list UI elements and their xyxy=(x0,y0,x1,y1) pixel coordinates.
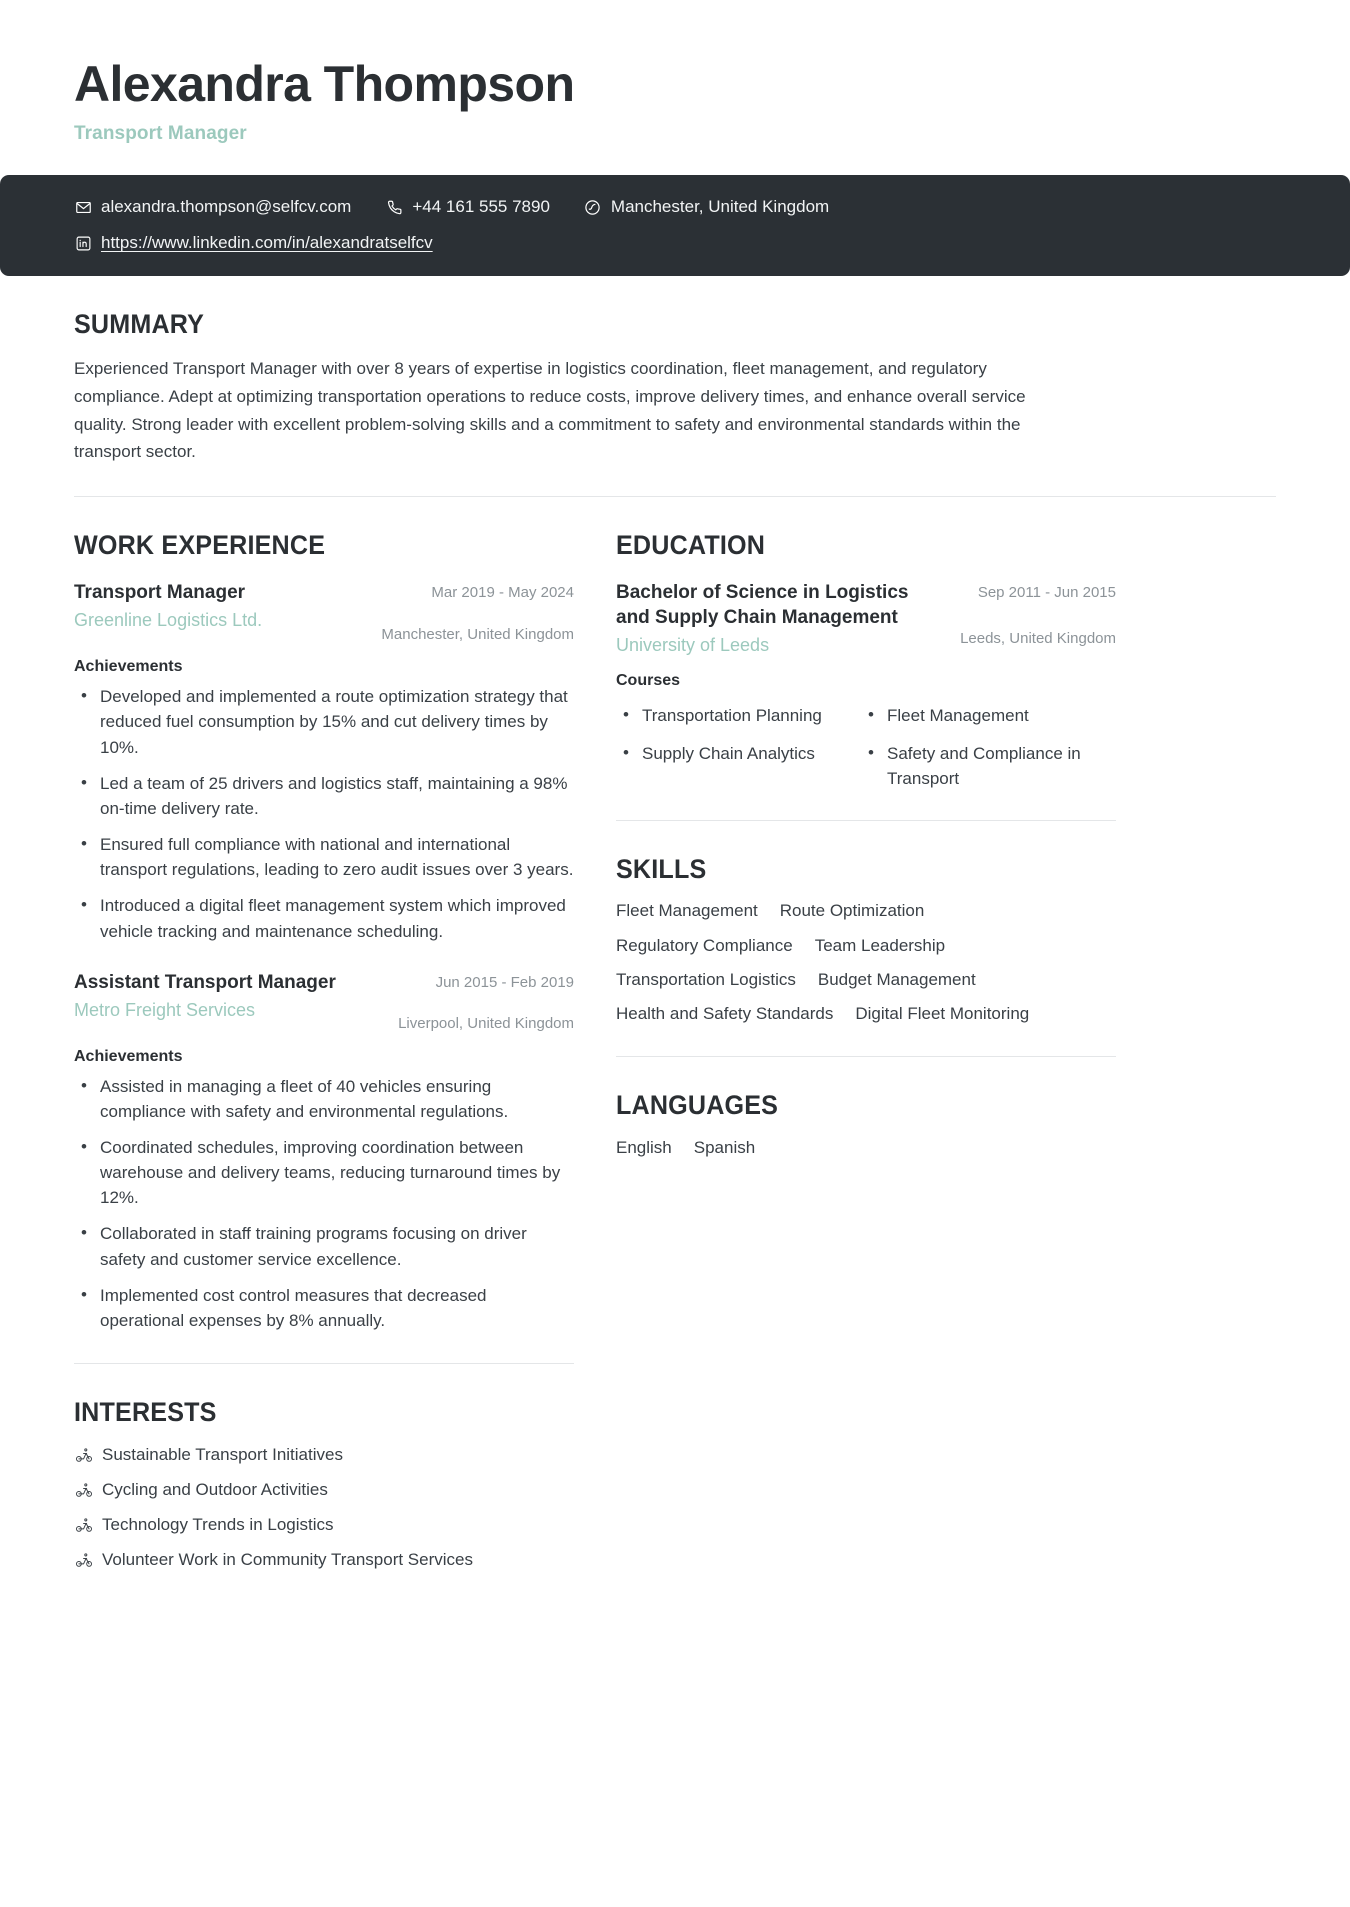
bicycle-icon xyxy=(74,1480,93,1499)
achievement-item: • Ensured full compliance with national and international transport regulations, leading to zero audit issues over 3 years. xyxy=(100,832,574,882)
achievement-item: • Collaborated in staff training programs focusing on driver safety and customer service excellence. xyxy=(100,1221,574,1271)
section-education xyxy=(616,497,1116,792)
skill-item: Team Leadership xyxy=(814,935,946,955)
contact-location xyxy=(584,197,829,217)
contact-email-text: alexandra.thompson@selfcv.com xyxy=(101,197,352,216)
work-organization: Greenline Logistics Ltd. xyxy=(74,610,263,631)
candidate-name: Alexandra Thompson xyxy=(74,56,575,112)
achievement-item: • Assisted in managing a fleet of 40 vehicles ensuring compliance with safety and environmental regulations. xyxy=(100,1074,574,1124)
contact-bar xyxy=(0,175,1350,276)
achievement-item: • Developed and implemented a route optimization strategy that reduced fuel consumption by 15% and cut delivery times by 10%. xyxy=(100,684,574,759)
contact-row-primary xyxy=(74,197,1276,217)
skill-item: Budget Management xyxy=(817,970,976,990)
skill-item: Regulatory Compliance xyxy=(616,935,793,955)
linkedin-icon xyxy=(74,235,92,253)
course-item: • Supply Chain Analytics xyxy=(642,734,871,791)
right-column xyxy=(616,497,1116,1161)
education-degree: Bachelor of Science in Logistics and Supply Chain Management xyxy=(616,582,909,629)
work-entry xyxy=(74,580,574,943)
course-item: • Transportation Planning xyxy=(642,696,871,729)
bicycle-icon xyxy=(74,1551,93,1570)
section-summary xyxy=(74,276,1276,466)
interest-item xyxy=(74,1444,574,1466)
resume-header xyxy=(0,0,1350,167)
section-languages xyxy=(616,1057,1116,1161)
education-location: Leeds, United Kingdom xyxy=(960,629,1116,647)
interest-label: Technology Trends in Logistics xyxy=(102,1514,334,1534)
interest-label: Sustainable Transport Initiatives xyxy=(102,1444,343,1464)
summary-heading: SUMMARY xyxy=(74,308,205,339)
skill-item: Health and Safety Standards xyxy=(616,1004,834,1024)
location-pin-icon xyxy=(584,198,602,216)
work-date: Mar 2019 - May 2024 xyxy=(431,584,574,602)
left-column xyxy=(74,497,574,1572)
section-skills xyxy=(616,821,1116,1028)
contact-location-text: Manchester, United Kingdom xyxy=(610,197,830,216)
work-date: Jun 2015 - Feb 2019 xyxy=(435,973,574,991)
achievement-item: • Coordinated schedules, improving coordination between warehouse and delivery teams, reducing turnaround times by 12%. xyxy=(100,1135,574,1210)
work-location: Manchester, United Kingdom xyxy=(381,625,574,643)
courses-list xyxy=(616,696,1116,792)
skills-list xyxy=(616,898,1116,1027)
achievements-list xyxy=(74,684,574,943)
skill-item: Fleet Management xyxy=(616,901,758,921)
work-organization: Metro Freight Services xyxy=(74,999,256,1020)
contact-linkedin-url[interactable]: https://www.linkedin.com/in/alexandratselfcv xyxy=(101,233,433,253)
work-role: Assistant Transport Manager xyxy=(74,971,336,993)
candidate-job-title: Transport Manager xyxy=(74,123,247,144)
language-item: English xyxy=(616,1137,672,1157)
work-role: Transport Manager xyxy=(74,582,246,604)
languages-heading: LANGUAGES xyxy=(616,1089,779,1120)
phone-icon xyxy=(385,198,403,216)
contact-phone[interactable] xyxy=(385,197,550,217)
interest-label: Volunteer Work in Community Transport Services xyxy=(102,1550,473,1570)
work-entry xyxy=(74,970,574,1333)
resume-body xyxy=(0,276,1350,1571)
achievements-label: Achievements xyxy=(74,658,183,676)
skill-item: Transportation Logistics xyxy=(616,970,796,990)
envelope-icon xyxy=(74,198,92,216)
work-location: Liverpool, United Kingdom xyxy=(398,1015,574,1033)
education-date: Sep 2011 - Jun 2015 xyxy=(977,584,1116,602)
course-item: • Safety and Compliance in Transport xyxy=(887,734,1116,791)
skill-item: Digital Fleet Monitoring xyxy=(855,1004,1030,1024)
interest-item xyxy=(74,1479,574,1501)
courses-label: Courses xyxy=(616,671,681,689)
interest-label: Cycling and Outdoor Activities xyxy=(102,1479,328,1499)
interest-item xyxy=(74,1549,574,1571)
contact-email[interactable] xyxy=(74,197,351,217)
interests-heading: INTERESTS xyxy=(74,1397,217,1428)
achievement-item: • Implemented cost control measures that decreased operational expenses by 8% annually. xyxy=(100,1283,574,1333)
section-interests xyxy=(74,1364,574,1571)
skill-item: Route Optimization xyxy=(779,901,925,921)
contact-phone-text: +44 161 555 7890 xyxy=(412,197,550,216)
contact-linkedin[interactable] xyxy=(74,233,433,253)
contact-row-secondary xyxy=(74,233,1276,253)
languages-list xyxy=(616,1135,1116,1161)
interest-item xyxy=(74,1514,574,1536)
skills-heading: SKILLS xyxy=(616,853,707,884)
achievements-list xyxy=(74,1074,574,1333)
bicycle-icon xyxy=(74,1445,93,1464)
main-columns xyxy=(74,497,1276,1572)
work-experience-heading: WORK EXPERIENCE xyxy=(74,529,326,560)
achievement-item: • Introduced a digital fleet management system which improved vehicle tracking and maintenance scheduling. xyxy=(100,893,574,943)
education-heading: EDUCATION xyxy=(616,529,766,560)
achievement-item: • Led a team of 25 drivers and logistics staff, maintaining a 98% on-time delivery rate. xyxy=(100,771,574,821)
interests-list xyxy=(74,1444,574,1571)
achievements-label: Achievements xyxy=(74,1047,183,1065)
education-institution: University of Leeds xyxy=(616,635,770,656)
bicycle-icon xyxy=(74,1516,93,1535)
course-item: • Fleet Management xyxy=(887,696,1116,729)
section-work-experience xyxy=(74,497,574,1334)
education-entry xyxy=(616,580,1116,791)
language-item: Spanish xyxy=(693,1137,756,1157)
summary-text: Experienced Transport Manager with over 8 years of expertise in logistics coordination, fleet management, and regulatory compliance. Adept at optimizing transportation operations to reduce costs, improve delivery times, and enhance overall service quality. Strong leader with excellent problem-solving skills and a commitment to safety and environmental standards within the transport sector. xyxy=(74,359,1026,462)
